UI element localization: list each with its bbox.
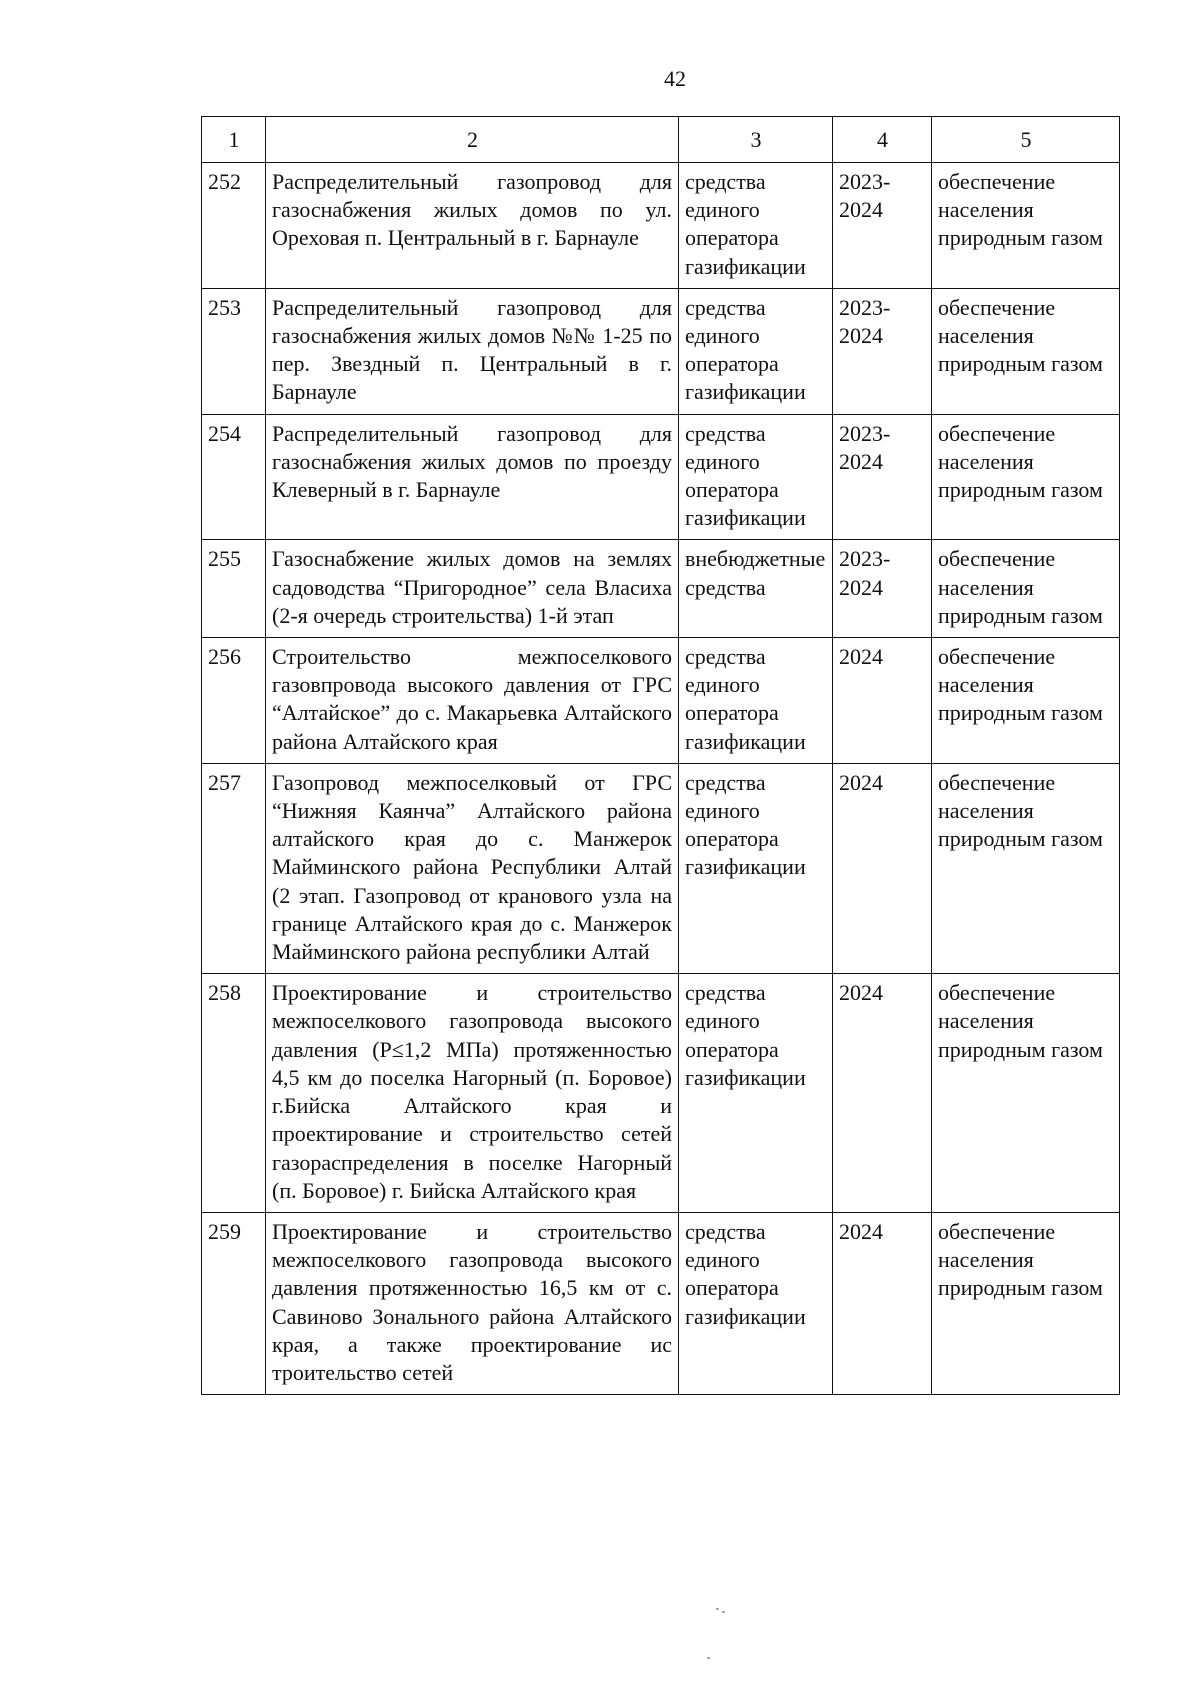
period: 2024 <box>833 1212 932 1394</box>
object-description: Распределительный газопровод для газоснабжения жилых домов №№ 1-25 по пер. Звездный п. Центральный в г. Барнауле <box>266 288 679 414</box>
period: 2023-2024 <box>833 163 932 289</box>
column-header: 2 <box>266 117 679 163</box>
funding-source: средства единого оператора газификации <box>679 414 833 540</box>
object-description: Строительство межпоселкового газовпровода высокого давления от ГРС “Алтайское” до с. Макарьевка Алтайского района Алтайского края <box>266 638 679 764</box>
funding-source: средства единого оператора газификации <box>679 163 833 289</box>
row-number: 252 <box>202 163 266 289</box>
period: 2023-2024 <box>833 540 932 638</box>
table-row <box>202 414 1120 540</box>
period: 2024 <box>833 763 932 973</box>
period: 2024 <box>833 638 932 764</box>
period: 2023-2024 <box>833 414 932 540</box>
funding-source: внебюджетные средства <box>679 540 833 638</box>
object-description: Газопровод межпоселковый от ГРС “Нижняя Каянча” Алтайского района алтайского края до с. Манжерок Майминского района Республики Алтай (2 этап. Газопровод от кранового узла на границе Алтайского края до с. Манжерок Майминского района республики Алтай <box>266 763 679 973</box>
column-header: 3 <box>679 117 833 163</box>
column-header: 4 <box>833 117 932 163</box>
table-row <box>202 638 1120 764</box>
column-header: 5 <box>932 117 1120 163</box>
row-number: 254 <box>202 414 266 540</box>
row-number: 253 <box>202 288 266 414</box>
period: 2024 <box>833 974 932 1213</box>
page-number: 42 <box>664 66 686 91</box>
table-row <box>202 1212 1120 1394</box>
table-row <box>202 974 1120 1213</box>
period: 2023-2024 <box>833 288 932 414</box>
funding-source: средства единого оператора газификации <box>679 638 833 764</box>
row-number: 258 <box>202 974 266 1213</box>
table-header-row <box>202 117 1120 163</box>
funding-source: средства единого оператора газификации <box>679 288 833 414</box>
object-description: Проектирование и строительство межпоселкового газопровода высокого давления (Р≤1,2 МПа) протяженностью 4,5 км до поселка Нагорный (п. Боровое) г.Бийска Алтайского края и проектирование и строительство сетей газораспределения в поселке Нагорный (п. Боровое) г. Бийска Алтайского края <box>266 974 679 1213</box>
goal: обеспечение населения природным газом <box>932 288 1120 414</box>
goal: обеспечение населения природным газом <box>932 540 1120 638</box>
goal: обеспечение населения природным газом <box>932 163 1120 289</box>
gasification-table <box>201 116 1120 1395</box>
column-header: 1 <box>202 117 266 163</box>
goal: обеспечение населения природным газом <box>932 1212 1120 1394</box>
object-description: Газоснабжение жилых домов на землях садоводства “Пригородное” села Власиха (2-я очередь строительства) 1-й этап <box>266 540 679 638</box>
goal: обеспечение населения природным газом <box>932 763 1120 973</box>
object-description: Распределительный газопровод для газоснабжения жилых домов по ул. Ореховая п. Центральный в г. Барнауле <box>266 163 679 289</box>
scan-speck <box>707 1657 710 1659</box>
goal: обеспечение населения природным газом <box>932 414 1120 540</box>
row-number: 259 <box>202 1212 266 1394</box>
row-number: 257 <box>202 763 266 973</box>
row-number: 255 <box>202 540 266 638</box>
table-row <box>202 540 1120 638</box>
row-number: 256 <box>202 638 266 764</box>
funding-source: средства единого оператора газификации <box>679 974 833 1213</box>
goal: обеспечение населения природным газом <box>932 974 1120 1213</box>
funding-source: средства единого оператора газификации <box>679 1212 833 1394</box>
table-row <box>202 763 1120 973</box>
object-description: Проектирование и строительство межпоселкового газопровода высокого давления протяженностью 16,5 км от с. Савиново Зонального района Алтайского края, а также проектирование ис троительство сетей <box>266 1212 679 1394</box>
scan-speck <box>716 1608 719 1610</box>
funding-source: средства единого оператора газификации <box>679 763 833 973</box>
table-row <box>202 288 1120 414</box>
object-description: Распределительный газопровод для газоснабжения жилых домов по проезду Клеверный в г. Барнауле <box>266 414 679 540</box>
table-row <box>202 163 1120 289</box>
scan-speck <box>722 1611 725 1613</box>
goal: обеспечение населения природным газом <box>932 638 1120 764</box>
